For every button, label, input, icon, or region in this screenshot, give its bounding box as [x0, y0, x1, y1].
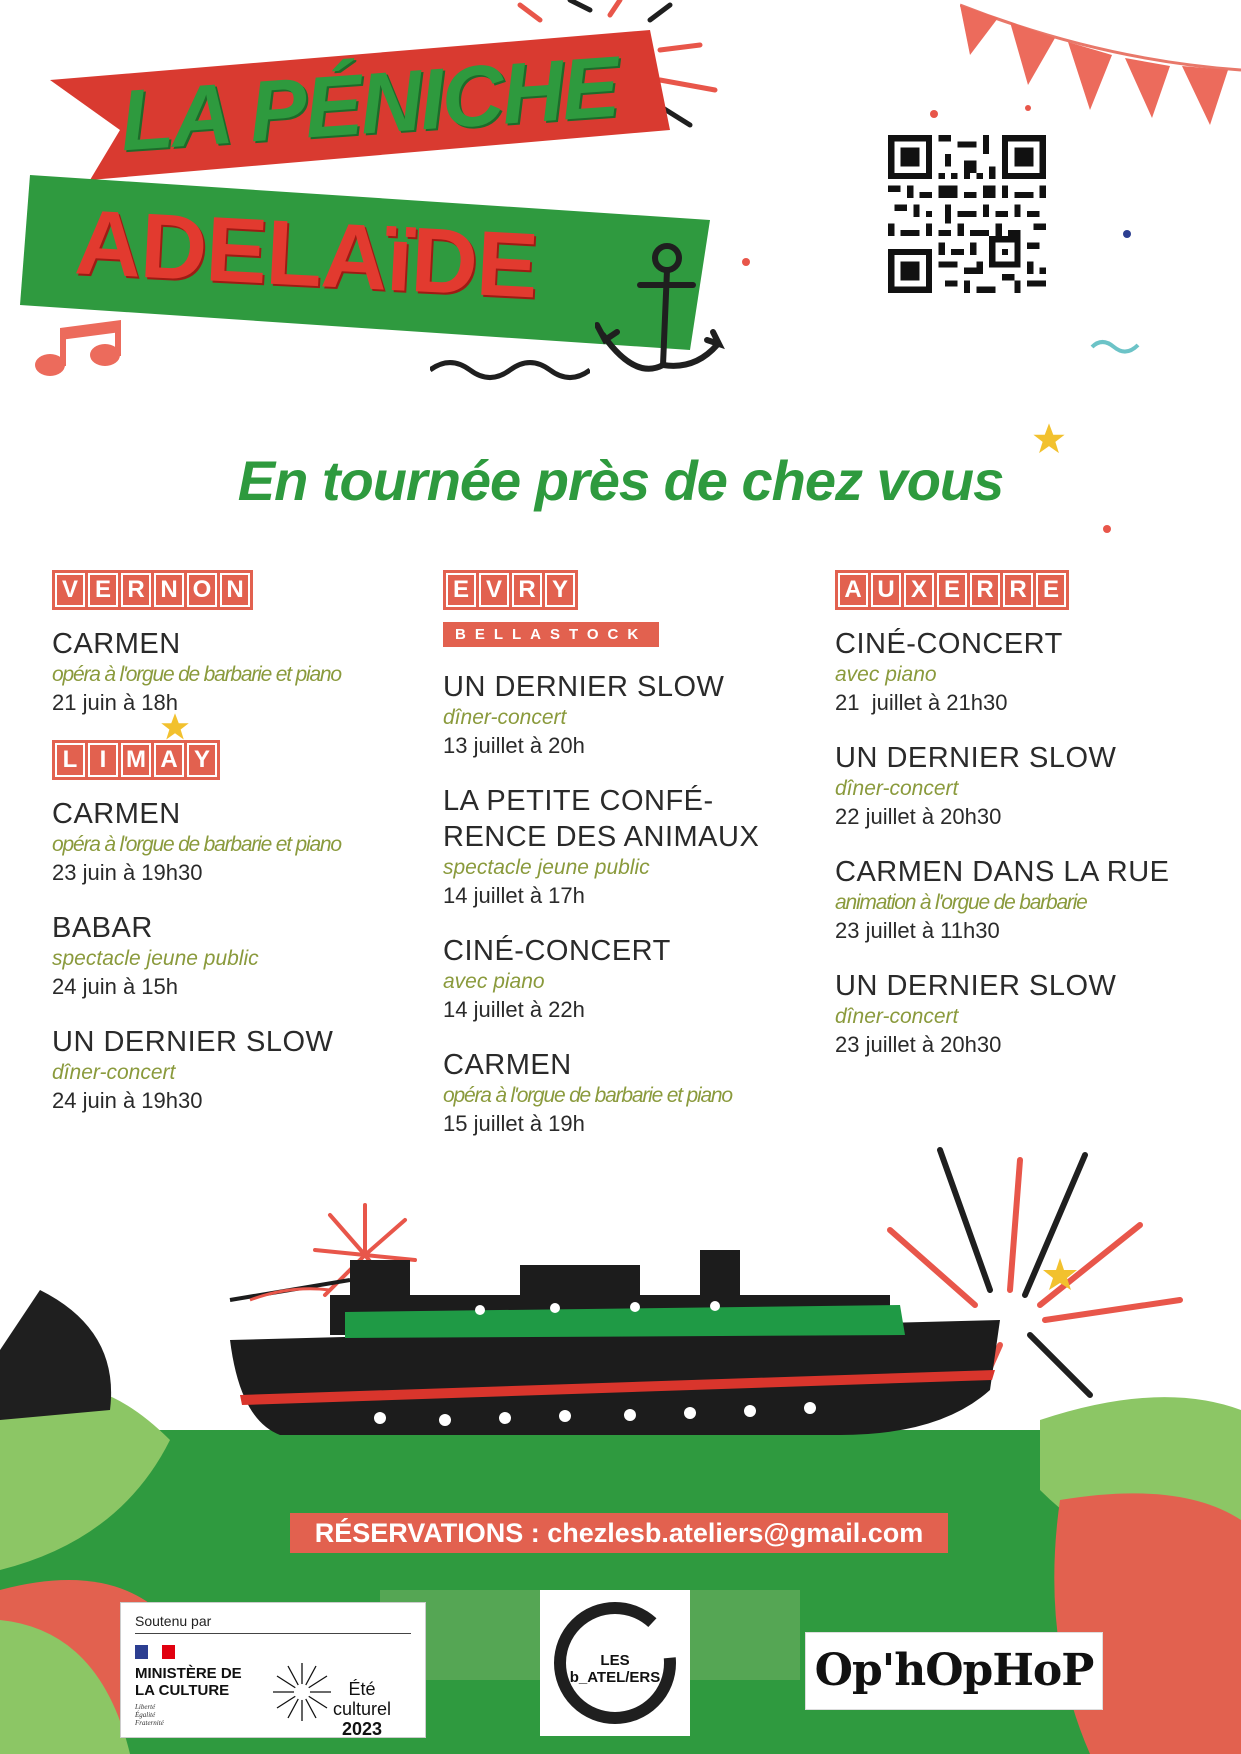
event-date: 23 juillet à 20h30 [835, 1032, 1002, 1057]
barge-illustration [220, 1240, 1020, 1440]
city-badge-evry: E V R Y [443, 570, 578, 610]
event-date: 15 juillet à 19h [443, 1111, 585, 1136]
event-date: 13 juillet à 20h [443, 733, 585, 758]
event-date: 22 juillet à 20h30 [835, 804, 1002, 829]
event-title: CINÉ-CONCERT [443, 935, 671, 967]
city-badge-auxerre: A U X E R R E [835, 570, 1069, 610]
reservation-banner[interactable]: RÉSERVATIONS : chezlesb.ateliers@gmail.com [290, 1513, 948, 1553]
event-title: UN DERNIER SLOW [835, 970, 1117, 1002]
bateliers-text: LES b_ATEL/ERS [569, 1652, 661, 1686]
qr-code-icon [888, 135, 1046, 293]
event-title: UN DERNIER SLOW [835, 742, 1117, 774]
event-subtitle: opéra à l'orgue de barbarie et piano [443, 1084, 732, 1107]
event-date: 14 juillet à 22h [443, 997, 585, 1022]
ete-year: 2023 [341, 1719, 383, 1739]
event-item [443, 669, 813, 761]
subtitle: En tournée près de chez vous [237, 449, 1004, 512]
event-title: CINÉ-CONCERT [835, 628, 1063, 660]
event-title: BABAR [52, 912, 153, 944]
event-subtitle: spectacle jeune public [52, 947, 259, 970]
ete-culturel-label [333, 1679, 391, 1739]
event-title: CARMEN [443, 1049, 572, 1081]
sunburst-icon [271, 1661, 333, 1723]
decor-dot [1103, 525, 1111, 533]
column-1 [52, 570, 422, 1138]
event-title: UN DERNIER SLOW [443, 671, 725, 703]
republic-motto: Liberté Égalité Fraternité [135, 1703, 164, 1727]
event-date: 24 juin à 19h30 [52, 1088, 203, 1113]
decor-dot [1025, 105, 1031, 111]
event-item [443, 1047, 813, 1139]
event-date: 21 juin à 18h [52, 690, 178, 715]
supported-by-label: Soutenu par [135, 1613, 212, 1629]
venue-badge: BELLASTOCK [443, 622, 659, 647]
city-badge-limay: L I M A Y [52, 740, 220, 780]
event-subtitle: dîner-concert [835, 1005, 959, 1028]
music-note-icon [30, 320, 130, 380]
event-item [52, 1024, 422, 1116]
les-bateliers-logo [540, 1590, 690, 1736]
ministry-culture-logo [120, 1602, 426, 1738]
column-3 [835, 570, 1205, 1082]
event-subtitle: spectacle jeune public [443, 856, 650, 879]
event-subtitle: animation à l'orgue de barbarie [835, 891, 1087, 914]
event-subtitle: dîner-concert [52, 1061, 176, 1084]
event-date: 21 juillet à 21h30 [835, 690, 1008, 715]
event-item [835, 626, 1205, 718]
event-title: UN DERNIER SLOW [52, 1026, 334, 1058]
event-subtitle: avec piano [443, 970, 545, 993]
city-badge-vernon: V E R N O N [52, 570, 253, 610]
event-item [52, 796, 422, 888]
event-date: 23 juillet à 11h30 [835, 918, 1000, 943]
event-date: 23 juin à 19h30 [52, 860, 203, 885]
event-subtitle: opéra à l'orgue de barbarie et piano [52, 833, 341, 856]
divider [135, 1633, 411, 1634]
wave-line-icon [430, 355, 590, 385]
decor-dot [742, 258, 750, 266]
event-title: LA PETITE CONFÉ-RENCE DES ANIMAUX [443, 785, 760, 853]
ete-line-2: culturel [333, 1699, 392, 1719]
event-item [443, 783, 813, 911]
anchor-icon [595, 240, 725, 380]
event-item [835, 740, 1205, 832]
title-line-2: ADELAïDE [72, 191, 540, 318]
event-subtitle: dîner-concert [835, 777, 959, 800]
event-title: CARMEN [52, 628, 181, 660]
event-item [835, 854, 1205, 946]
event-subtitle: avec piano [835, 663, 937, 686]
squiggle-icon [1090, 335, 1140, 357]
event-subtitle: dîner-concert [443, 706, 567, 729]
french-flag-icon [135, 1645, 175, 1659]
event-item [835, 968, 1205, 1060]
ministry-name: MINISTÈRE DE LA CULTURE [135, 1665, 242, 1699]
column-2 [443, 570, 813, 1161]
ete-line-1: Été [348, 1679, 376, 1699]
decor-dot [930, 110, 938, 118]
event-date: 14 juillet à 17h [443, 883, 585, 908]
event-item [52, 910, 422, 1002]
event-title: CARMEN [52, 798, 181, 830]
event-subtitle: opéra à l'orgue de barbarie et piano [52, 663, 341, 686]
leaf-icon [0, 1600, 140, 1754]
title-line-1: LA PÉNICHE [117, 38, 621, 170]
event-item [52, 626, 422, 718]
event-date: 24 juin à 15h [52, 974, 178, 999]
decor-dot [1123, 230, 1131, 238]
ophophop-logo: Op'hOpHoP [805, 1632, 1103, 1710]
event-item [443, 933, 813, 1025]
event-title: CARMEN DANS LA RUE [835, 856, 1170, 888]
